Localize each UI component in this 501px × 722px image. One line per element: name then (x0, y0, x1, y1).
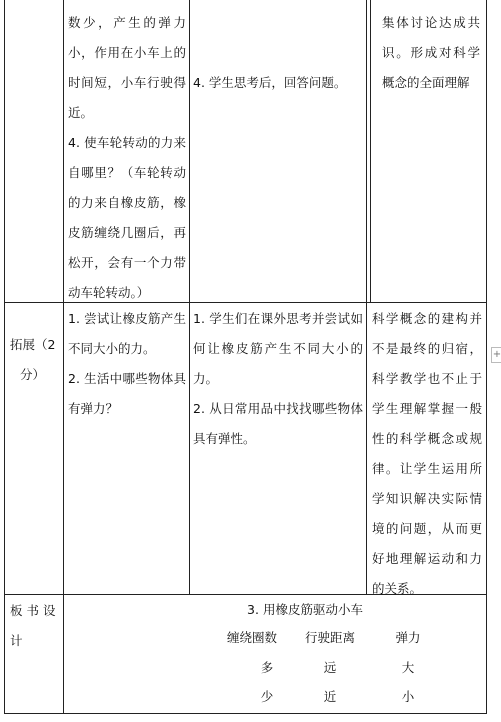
board-cell: 少 (260, 689, 274, 704)
board-row-less (190, 682, 490, 712)
row1-purpose-cell (374, 8, 480, 98)
board-header-turns: 缠绕圈数 (226, 630, 277, 645)
row2-student-text-2: 2. 从日常用品中找找哪些物体具有弹性。 (193, 401, 363, 446)
row2-student-text-1: 1. 学生们在课外思考并尝试如何让橡皮筋产生不同大小的力。 (193, 311, 363, 386)
col-divider-2 (189, 0, 190, 594)
table-border-left (4, 0, 5, 714)
row1-purpose-text: 集体讨论达成共识。形成对科学概念的全面理解 (382, 15, 480, 90)
col-divider-1 (63, 0, 64, 714)
row2-purpose-cell (372, 304, 482, 604)
board-cell: 多 (260, 660, 274, 675)
col-divider-3a (366, 0, 367, 594)
row1-activity-text-1: 数少，产生的弹力小，作用在小车上的时间短，小车行驶得近。 (68, 15, 186, 120)
board-header-force: 弹力 (395, 630, 421, 645)
add-column-icon[interactable]: + (491, 347, 501, 363)
board-cell: 远 (323, 660, 337, 675)
board-cell: 小 (401, 689, 415, 704)
row1-student-text: 4. 学生思考后，回答问题。 (193, 75, 347, 90)
row2-label-line2: 分） (20, 367, 46, 382)
row3-label-cell (10, 596, 62, 656)
row1-activity-text-2: 4. 使车轮转动的力来自哪里？（车轮转动的力来自橡皮筋，橡皮筋缠绕几圈后，再松开，会有一个力带动车轮转动。） (68, 135, 186, 300)
board-row-more (190, 653, 490, 683)
row2-label-cell (10, 330, 62, 390)
board-header-row (190, 623, 490, 653)
board-header-distance: 行驶距离 (304, 630, 355, 645)
board-title: 3. 用橡皮筋驱动小车 (247, 602, 363, 617)
row2-label-line1: 拓展（2 (10, 337, 56, 352)
row3-label-line2: 计 (10, 633, 23, 648)
board-cell: 大 (401, 660, 415, 675)
row3-label-line1: 板 书 设 (10, 603, 56, 618)
row2-activity-text-1: 1. 尝试让橡皮筋产生不同大小的力。 (68, 311, 186, 356)
board-cell: 近 (323, 689, 337, 704)
row1-activity-cell (68, 8, 186, 308)
row2-activity-text-2: 2. 生活中哪些物体具有弹力？ (68, 371, 186, 416)
row2-purpose-text: 科学概念的建构并不是最终的归宿，科学教学也不止于学生理解掌握一般性的科学概念或规律。让学生运用所学知识解决实际情境的问题，从而更好地理解运动和力的关系。 (372, 311, 482, 596)
row2-activity-cell (68, 304, 186, 424)
row1-student-cell (193, 68, 363, 98)
table-border-right (486, 0, 487, 714)
row2-student-cell (193, 304, 363, 454)
table-border-bottom (4, 713, 487, 714)
col-divider-3b (370, 0, 371, 302)
